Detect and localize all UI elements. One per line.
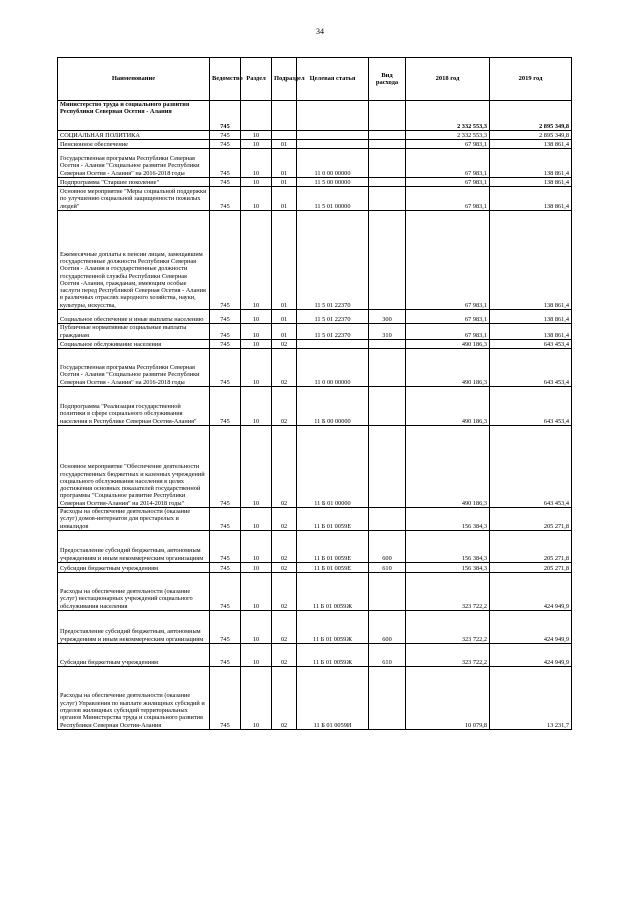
row-amount-2018: 67 983,1: [406, 211, 490, 310]
row-podrazdel: 02: [272, 530, 297, 562]
row-ved: 745: [210, 149, 241, 178]
row-target-article: [297, 101, 369, 131]
row-target-article: 11 Б 01 00000: [297, 426, 369, 508]
row-razdel: 10: [241, 610, 272, 643]
row-ved: 745: [210, 140, 241, 149]
table-row: [58, 324, 572, 340]
row-razdel: 10: [241, 131, 272, 140]
row-name: Пенсионное обеспечение: [58, 140, 210, 149]
table-row: [58, 610, 572, 643]
table-row: [58, 131, 572, 140]
row-name: Субсидии бюджетным учреждениям: [58, 643, 210, 666]
row-razdel: 10: [241, 387, 272, 426]
table-row: [58, 340, 572, 349]
row-amount-2019: 424 949,9: [490, 610, 572, 643]
row-razdel: 10: [241, 211, 272, 310]
row-target-article: 11 Б 00 00000: [297, 387, 369, 426]
header-target-article: Целевая статья: [297, 58, 369, 101]
row-ved: 745: [210, 178, 241, 187]
header-year-2018: 2018 год: [406, 58, 490, 101]
table-row: [58, 572, 572, 610]
row-amount-2018: 67 983,1: [406, 178, 490, 187]
table-row: [58, 310, 572, 324]
row-razdel: 10: [241, 572, 272, 610]
row-podrazdel: 02: [272, 572, 297, 610]
row-expense-type: [369, 508, 406, 531]
row-target-article: 11 5 01 22370: [297, 324, 369, 340]
row-podrazdel: 01: [272, 324, 297, 340]
row-amount-2019: 138 861,4: [490, 310, 572, 324]
row-amount-2018: 323 722,2: [406, 643, 490, 666]
row-expense-type: 300: [369, 310, 406, 324]
row-podrazdel: [272, 101, 297, 131]
row-amount-2019: 424 949,9: [490, 572, 572, 610]
row-expense-type: 600: [369, 530, 406, 562]
table-header-row: [58, 58, 572, 101]
table-body: [58, 101, 572, 730]
row-target-article: [297, 340, 369, 349]
row-amount-2018: 490 186,3: [406, 340, 490, 349]
row-name: Субсидии бюджетным учреждениям: [58, 562, 210, 572]
table-row: [58, 426, 572, 508]
row-amount-2019: 138 861,4: [490, 187, 572, 211]
row-ved: 745: [210, 349, 241, 387]
row-amount-2019: 205 271,8: [490, 530, 572, 562]
row-podrazdel: 02: [272, 508, 297, 531]
row-expense-type: 600: [369, 610, 406, 643]
row-razdel: 10: [241, 340, 272, 349]
table-row: [58, 149, 572, 178]
row-amount-2019: 13 231,7: [490, 666, 572, 729]
row-amount-2019: 138 861,4: [490, 140, 572, 149]
row-amount-2019: 138 861,4: [490, 211, 572, 310]
row-expense-type: [369, 131, 406, 140]
row-amount-2018: 323 722,2: [406, 572, 490, 610]
row-amount-2018: 67 983,1: [406, 187, 490, 211]
header-razdel: Раздел: [241, 58, 272, 101]
header-expense-type: Вид расхода: [369, 58, 406, 101]
row-expense-type: [369, 149, 406, 178]
row-expense-type: [369, 666, 406, 729]
row-ved: 745: [210, 187, 241, 211]
row-razdel: 10: [241, 643, 272, 666]
row-podrazdel: 02: [272, 643, 297, 666]
row-amount-2018: 67 983,1: [406, 149, 490, 178]
table-row: [58, 530, 572, 562]
row-razdel: 10: [241, 324, 272, 340]
row-ved: 745: [210, 666, 241, 729]
row-razdel: 10: [241, 310, 272, 324]
table-row: [58, 562, 572, 572]
row-amount-2018: 323 722,2: [406, 610, 490, 643]
row-podrazdel: 02: [272, 666, 297, 729]
header-podrazdel: Подраздел: [272, 58, 297, 101]
row-ved: 745: [210, 562, 241, 572]
row-amount-2019: 2 895 349,8: [490, 101, 572, 131]
row-amount-2019: 643 453,4: [490, 387, 572, 426]
row-expense-type: [369, 140, 406, 149]
row-expense-type: [369, 101, 406, 131]
row-razdel: 10: [241, 426, 272, 508]
table-row: [58, 187, 572, 211]
row-ved: 745: [210, 610, 241, 643]
row-podrazdel: 02: [272, 340, 297, 349]
row-name: Подпрограмма "Старшее поколение": [58, 178, 210, 187]
row-ved: 745: [210, 572, 241, 610]
row-name: Основное мероприятие "Меры социальной поддержки по улучшению социальной защищенности пожилых людей": [58, 187, 210, 211]
row-podrazdel: 01: [272, 211, 297, 310]
row-amount-2019: 424 949,9: [490, 643, 572, 666]
row-ved: 745: [210, 508, 241, 531]
row-expense-type: [369, 426, 406, 508]
row-name: Ежемесячные доплаты к пенсии лицам, замещавшим государственные должности Республики Северная Осетия - Алания и государственные должности государственной службы Республики Северная Осетия -Алания, гражданам, имеющим особые заслуги перед Республикой Северная Осетия - Алания в различных отраслях народного хозяйства, науки, культуры, искусства,: [58, 211, 210, 310]
row-razdel: [241, 101, 272, 131]
table-row: [58, 666, 572, 729]
row-ved: 745: [210, 426, 241, 508]
row-amount-2019: 643 453,4: [490, 340, 572, 349]
row-razdel: 10: [241, 178, 272, 187]
row-podrazdel: 01: [272, 178, 297, 187]
row-podrazdel: 02: [272, 349, 297, 387]
row-name: Основное мероприятие "Обеспечение деятельности государственных бюджетных и казенных учреждений социального обслуживания населения в целях достижения основных показателей государственной программы "Социальное развитие Республики Северная Осетия-Алания" на 2014-2018 годы": [58, 426, 210, 508]
row-name: Государственная программа Республики Северная Осетия - Алания "Социальное развитие Республики Северная Осетия - Алания" на 2016-2018 годы: [58, 149, 210, 178]
row-target-article: 11 Б 01 0059Е: [297, 562, 369, 572]
row-name: Публичные нормативные социальные выплаты гражданам: [58, 324, 210, 340]
row-name: Подпрограмма "Реализация государственной политики в сфере социального обслуживания населения в Республике Северная Осетия-Алания": [58, 387, 210, 426]
row-target-article: 11 5 00 00000: [297, 178, 369, 187]
row-razdel: 10: [241, 140, 272, 149]
row-expense-type: [369, 340, 406, 349]
row-amount-2019: 205 271,8: [490, 508, 572, 531]
row-target-article: 11 Б 01 0059Е: [297, 530, 369, 562]
row-ved: 745: [210, 131, 241, 140]
row-amount-2018: 67 983,1: [406, 310, 490, 324]
row-name: Предоставление субсидий бюджетным, автономным учреждениям и иным некоммерческим организациям: [58, 610, 210, 643]
row-expense-type: [369, 387, 406, 426]
row-podrazdel: 02: [272, 610, 297, 643]
row-podrazdel: 01: [272, 149, 297, 178]
row-ved: 745: [210, 530, 241, 562]
budget-table: [57, 57, 572, 730]
row-name: Расходы на обеспечение деятельности (оказание услуг) нестационарных учреждений социального обслуживания населения: [58, 572, 210, 610]
row-amount-2019: 643 453,4: [490, 426, 572, 508]
row-podrazdel: 01: [272, 187, 297, 211]
row-expense-type: 610: [369, 643, 406, 666]
row-name: Расходы на обеспечение деятельности (оказание услуг) Управления по выплате жилищных субсидий и отделов жилищных субсидий территориальных органов Министерства труда и социального развития Республики Северная Осетия-Алания: [58, 666, 210, 729]
row-amount-2018: 2 332 553,3: [406, 131, 490, 140]
row-expense-type: 310: [369, 324, 406, 340]
row-target-article: [297, 131, 369, 140]
row-amount-2018: 10 079,8: [406, 666, 490, 729]
row-expense-type: [369, 187, 406, 211]
row-amount-2019: 138 861,4: [490, 178, 572, 187]
page-number: 34: [316, 27, 324, 36]
row-ved: 745: [210, 324, 241, 340]
row-expense-type: [369, 349, 406, 387]
row-amount-2019: 643 453,4: [490, 349, 572, 387]
row-razdel: 10: [241, 349, 272, 387]
row-expense-type: [369, 572, 406, 610]
table-row: [58, 349, 572, 387]
table-row: [58, 101, 572, 131]
header-year-2019: 2019 год: [490, 58, 572, 101]
row-expense-type: [369, 211, 406, 310]
row-amount-2018: 156 384,3: [406, 562, 490, 572]
row-ved: 745: [210, 643, 241, 666]
row-amount-2018: 2 332 553,3: [406, 101, 490, 131]
row-razdel: 10: [241, 149, 272, 178]
row-ved: 745: [210, 387, 241, 426]
row-target-article: 11 Б 01 0059Ж: [297, 643, 369, 666]
row-target-article: 11 5 01 00000: [297, 187, 369, 211]
row-podrazdel: 01: [272, 140, 297, 149]
row-target-article: 11 Б 01 0059Ж: [297, 572, 369, 610]
row-target-article: 11 Б 01 0059Ж: [297, 610, 369, 643]
table-row: [58, 178, 572, 187]
row-podrazdel: 02: [272, 426, 297, 508]
row-ved: 745: [210, 340, 241, 349]
row-podrazdel: 02: [272, 387, 297, 426]
row-amount-2019: 2 895 349,8: [490, 131, 572, 140]
row-expense-type: 610: [369, 562, 406, 572]
row-razdel: 10: [241, 530, 272, 562]
row-target-article: [297, 140, 369, 149]
row-name: Расходы на обеспечение деятельности (оказание услуг) домов-интернатов для престарелых и инвалидов: [58, 508, 210, 531]
row-amount-2018: 156 384,3: [406, 530, 490, 562]
row-expense-type: [369, 178, 406, 187]
table-row: [58, 211, 572, 310]
row-ved: 745: [210, 211, 241, 310]
row-name: Социальное обслуживание населения: [58, 340, 210, 349]
row-name: Министерство труда и социального развития Республики Северная Осетия - Алания: [58, 101, 210, 131]
table-row: [58, 387, 572, 426]
row-amount-2018: 490 186,3: [406, 387, 490, 426]
row-target-article: 11 5 01 22370: [297, 310, 369, 324]
row-amount-2019: 138 861,4: [490, 149, 572, 178]
row-razdel: 10: [241, 562, 272, 572]
row-target-article: 11 0 00 00000: [297, 149, 369, 178]
table-row: [58, 643, 572, 666]
row-podrazdel: 01: [272, 310, 297, 324]
row-podrazdel: 02: [272, 562, 297, 572]
row-amount-2019: 205 271,8: [490, 562, 572, 572]
row-amount-2018: 490 186,3: [406, 426, 490, 508]
row-podrazdel: [272, 131, 297, 140]
row-target-article: 11 0 00 00000: [297, 349, 369, 387]
row-ved: 745: [210, 101, 241, 131]
row-ved: 745: [210, 310, 241, 324]
header-ved: Ведомство: [210, 58, 241, 101]
table-row: [58, 508, 572, 531]
table-row: [58, 140, 572, 149]
row-amount-2018: 490 186,3: [406, 349, 490, 387]
row-target-article: 11 Б 01 0059И: [297, 666, 369, 729]
row-name: Государственная программа Республики Северная Осетия - Алания "Социальное развитие Республики Северная Осетия - Алания" на 2016-2018 годы: [58, 349, 210, 387]
row-amount-2019: 138 861,4: [490, 324, 572, 340]
row-razdel: 10: [241, 508, 272, 531]
row-amount-2018: 67 983,1: [406, 324, 490, 340]
row-target-article: 11 Б 01 0059Е: [297, 508, 369, 531]
row-name: СОЦИАЛЬНАЯ ПОЛИТИКА: [58, 131, 210, 140]
row-target-article: 11 5 01 22370: [297, 211, 369, 310]
row-razdel: 10: [241, 666, 272, 729]
row-amount-2018: 156 384,3: [406, 508, 490, 531]
row-name: Предоставление субсидий бюджетным, автономным учреждениям и иным некоммерческим организациям: [58, 530, 210, 562]
header-name: Наименование: [58, 58, 210, 101]
row-amount-2018: 67 983,1: [406, 140, 490, 149]
row-razdel: 10: [241, 187, 272, 211]
row-name: Социальное обеспечение и иные выплаты населению: [58, 310, 210, 324]
